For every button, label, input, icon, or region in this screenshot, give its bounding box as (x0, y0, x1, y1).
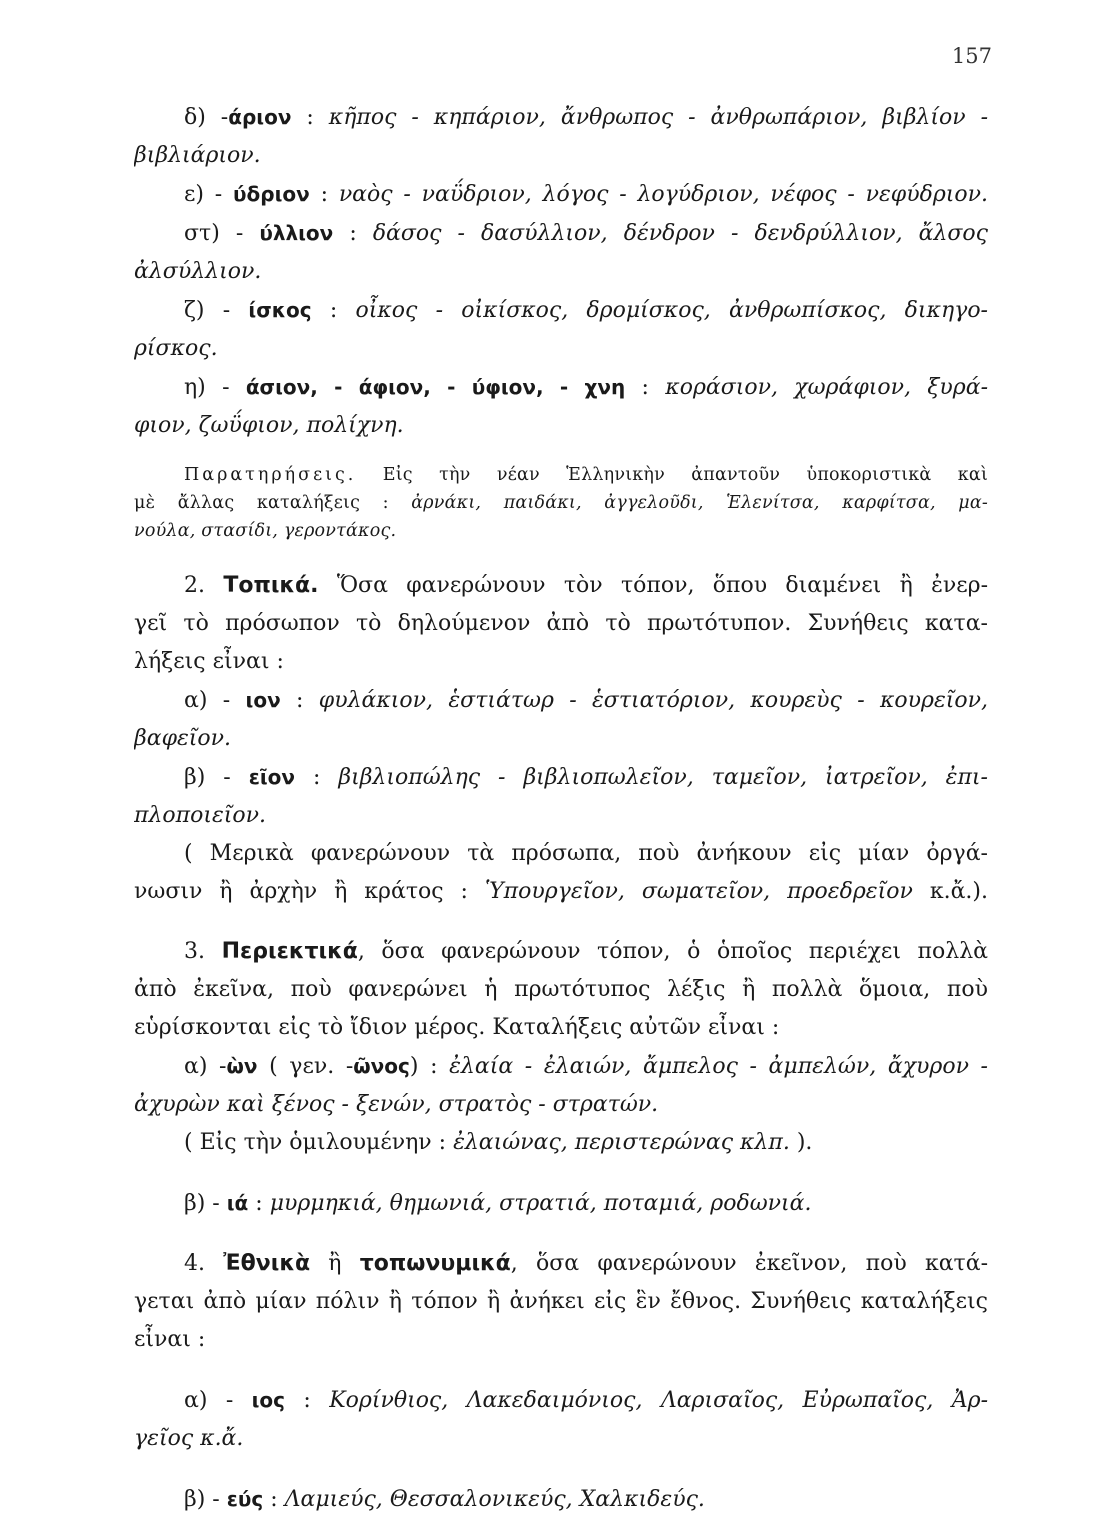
text-line: ἀλσύλλιον. (134, 259, 262, 284)
text-line: φιον, ζωΰφιον, πολίχνη. (134, 413, 404, 438)
text-line: α) -ὼν ( γεν. -ῶνος) : ἐλαία - ἐλαιών, ἄμπελος - ἀμπελών, ἄχυρον - (184, 1054, 988, 1079)
text-line: γεται ἀπὸ μίαν πόλιν ἢ τόπον ἢ ἀνήκει εἰς ἓν ἔθνος. Συνήθεις καταλήξεις (134, 1289, 988, 1314)
text-line: β) - εῖον : βιβλιοπώλης - βιβλιοπωλεῖον, ταμεῖον, ἰατρεῖον, ἐπι- (184, 765, 988, 790)
page-number: 157 (951, 44, 992, 68)
text-line: εἶναι : (134, 1327, 206, 1352)
text-line: γεῖ τὸ πρόσωπον τὸ δηλούμενον ἀπὸ τὸ πρωτότυπον. Συνήθεις κατα- (134, 611, 988, 636)
text-line: ε) - ύδριον : ναὸς - ναΰδριον, λόγος - λογύδριον, νέφος - νεφύδριον. (184, 182, 988, 207)
note-line: μὲ ἄλλας καταλήξεις : ἀρνάκι, παιδάκι, ἀγγελοῦδι, Ἑλενίτσα, καρφίτσα, μα- (134, 493, 988, 513)
text-line: α) - ιον : φυλάκιον, ἑστιάτωρ - ἑστιατόριον, κουρεὺς - κουρεῖον, (184, 688, 988, 713)
text-line: δ) -άριον : κῆπος - κηπάριον, ἄνθρωπος - ἀνθρωπάριον, βιβλίον - (184, 105, 988, 130)
text-line: βιβλιάριον. (134, 143, 261, 168)
note-line: Παρατηρήσεις. Εἰς τὴν νέαν Ἑλληνικὴν ἀπαντοῦν ὑποκοριστικὰ καὶ (184, 465, 988, 485)
text-line: β) - ιά : μυρμηκιά, θημωνιά, στρατιά, ποταμιά, ροδωνιά. (184, 1191, 812, 1216)
text-line: α) - ιος : Κορίνθιος, Λακεδαιμόνιος, Λαρισαῖος, Εὐρωπαῖος, Ἀρ- (184, 1388, 988, 1413)
text-line: βαφεῖον. (134, 726, 232, 751)
text-line: ρίσκος. (134, 336, 218, 361)
text-line: γεῖος κ.ἄ. (134, 1426, 244, 1451)
text-line: ἀπὸ ἐκεῖνα, ποὺ φανερώνει ἡ πρωτότυπος λέξις ἢ πολλὰ ὅμοια, ποὺ (134, 977, 988, 1002)
text-line: ἀχυρὼν καὶ ξένος - ξενών, στρατὸς - στρατών. (134, 1092, 659, 1117)
text-line: ( Μερικὰ φανερώνουν τὰ πρόσωπα, ποὺ ἀνήκουν εἰς μίαν ὀργά- (184, 841, 988, 866)
text-line: νωσιν ἢ ἀρχὴν ἢ κράτος : Ὑπουργεῖον, σωματεῖον, προεδρεῖον κ.ἄ.). (134, 879, 988, 904)
note-line: νούλα, στασίδι, γεροντάκος. (134, 521, 397, 541)
text-line: ( Εἰς τὴν ὁμιλουμένην : ἐλαιώνας, περιστερώνας κλπ. ). (184, 1130, 813, 1155)
text-line: πλοποιεῖον. (134, 803, 267, 828)
text-line: ζ) - ίσκος : οἶκος - οἰκίσκος, δρομίσκος, ἀνθρωπίσκος, δικηγο- (184, 298, 988, 323)
section-heading-line: 3. Περιεκτικά, ὅσα φανερώνουν τόπον, ὁ ὁποῖος περιέχει πολλὰ (184, 939, 988, 964)
text-line: λήξεις εἶναι : (134, 649, 284, 674)
section-heading-line: 4. Ἐθνικὰ ἢ τοπωνυμικά, ὅσα φανερώνουν ἐκεῖνον, ποὺ κατά- (184, 1251, 988, 1276)
text-line: στ) - ύλλιον : δάσος - δασύλλιον, δένδρον - δενδρύλλιον, ἄλσος (184, 221, 988, 246)
section-heading-line: 2. Τοπικά. Ὅσα φανερώνουν τὸν τόπον, ὅπου διαμένει ἢ ἐνερ- (184, 573, 988, 598)
page-body (134, 98, 988, 1519)
text-line: β) - εύς : Λαμιεύς, Θεσσαλονικεύς, Χαλκιδεύς. (184, 1487, 705, 1512)
note-block (134, 461, 988, 545)
text-line: η) - άσιον, - άφιον, - ύφιον, - χνη : κοράσιον, χωράφιον, ξυρά- (184, 375, 988, 400)
text-line: εὑρίσκονται εἰς τὸ ἴδιον μέρος. Καταλήξεις αὐτῶν εἶναι : (134, 1015, 780, 1040)
